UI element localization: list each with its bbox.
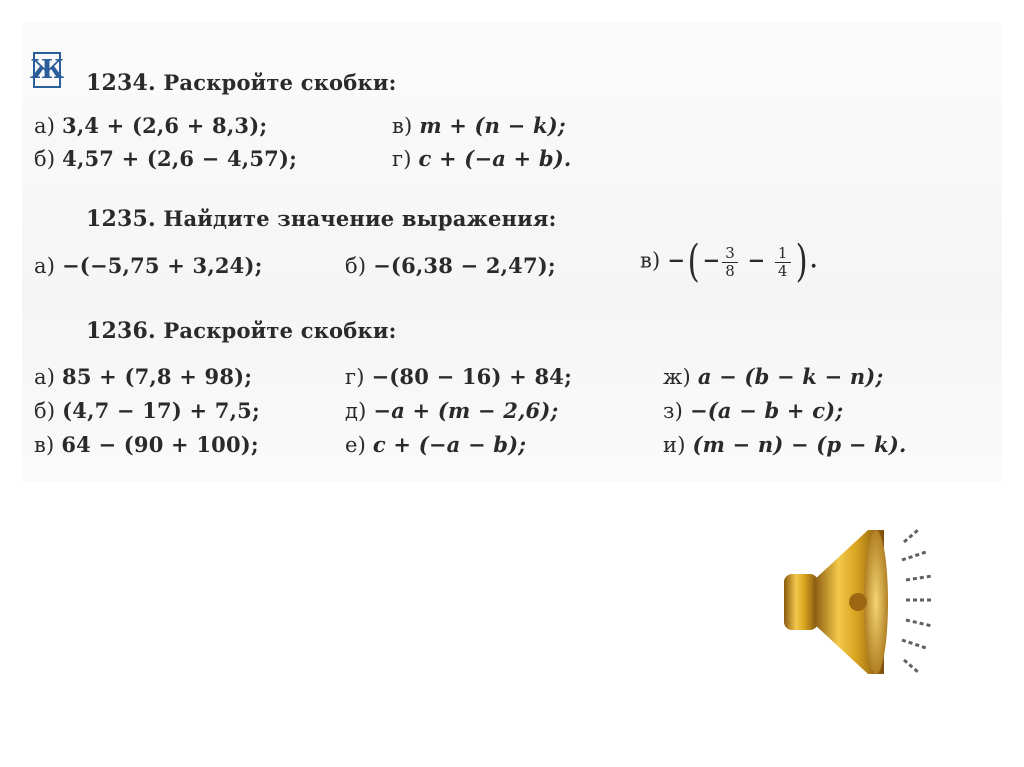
problem-1236-item-v: в) 64 − (90 + 100); [34, 432, 259, 457]
problem-1236-item-zh: ж) a − (b − k − n); [663, 364, 884, 389]
problem-1235-heading [86, 206, 557, 232]
problem-1236-item-e: е) c + (−a − b); [345, 432, 527, 457]
problem-1235-number: 1235. [86, 206, 156, 232]
problem-1235-item-v: в) −( − $\frac{3}{8}$ − $\frac{1}{4}$ ) . [640, 236, 818, 287]
problem-1234-number: 1234. [86, 70, 156, 96]
problem-1234-item-b: б) 4,57 + (2,6 − 4,57); [34, 146, 298, 171]
problem-1236-heading [86, 318, 397, 344]
fraction-1-4: $\frac{1}{4}$ [775, 245, 791, 280]
problem-1236-number: 1236. [86, 318, 156, 344]
problem-1235-item-a: а) −(−5,75 + 3,24); [34, 253, 263, 278]
speaker-sound-icon[interactable] [776, 522, 946, 682]
zh-marker-icon: Ж [33, 52, 61, 88]
fraction-3-8: $\frac{3}{8}$ [722, 245, 738, 280]
problem-1234-title: Раскройте скобки: [163, 70, 397, 95]
problem-1234-item-g: г) c + (−a + b). [392, 146, 572, 171]
problem-1234-item-v: в) m + (n − k); [392, 113, 566, 138]
problem-1234-heading [86, 70, 397, 96]
problem-1236-title: Раскройте скобки: [163, 318, 397, 343]
problem-1235-item-b: б) −(6,38 − 2,47); [345, 253, 556, 278]
problem-1236-item-z: з) −(a − b + c); [663, 398, 844, 423]
problem-1236-item-d: д) −a + (m − 2,6); [345, 398, 559, 423]
problem-1236-item-g: г) −(80 − 16) + 84; [345, 364, 573, 389]
problem-1236-item-b: б) (4,7 − 17) + 7,5; [34, 398, 260, 423]
problem-1234-item-a: а) 3,4 + (2,6 + 8,3); [34, 113, 268, 138]
problem-1236-item-a: а) 85 + (7,8 + 98); [34, 364, 253, 389]
problem-1235-title: Найдите значение выражения: [163, 206, 557, 231]
problem-1236-item-i: и) (m − n) − (p − k). [663, 432, 907, 457]
